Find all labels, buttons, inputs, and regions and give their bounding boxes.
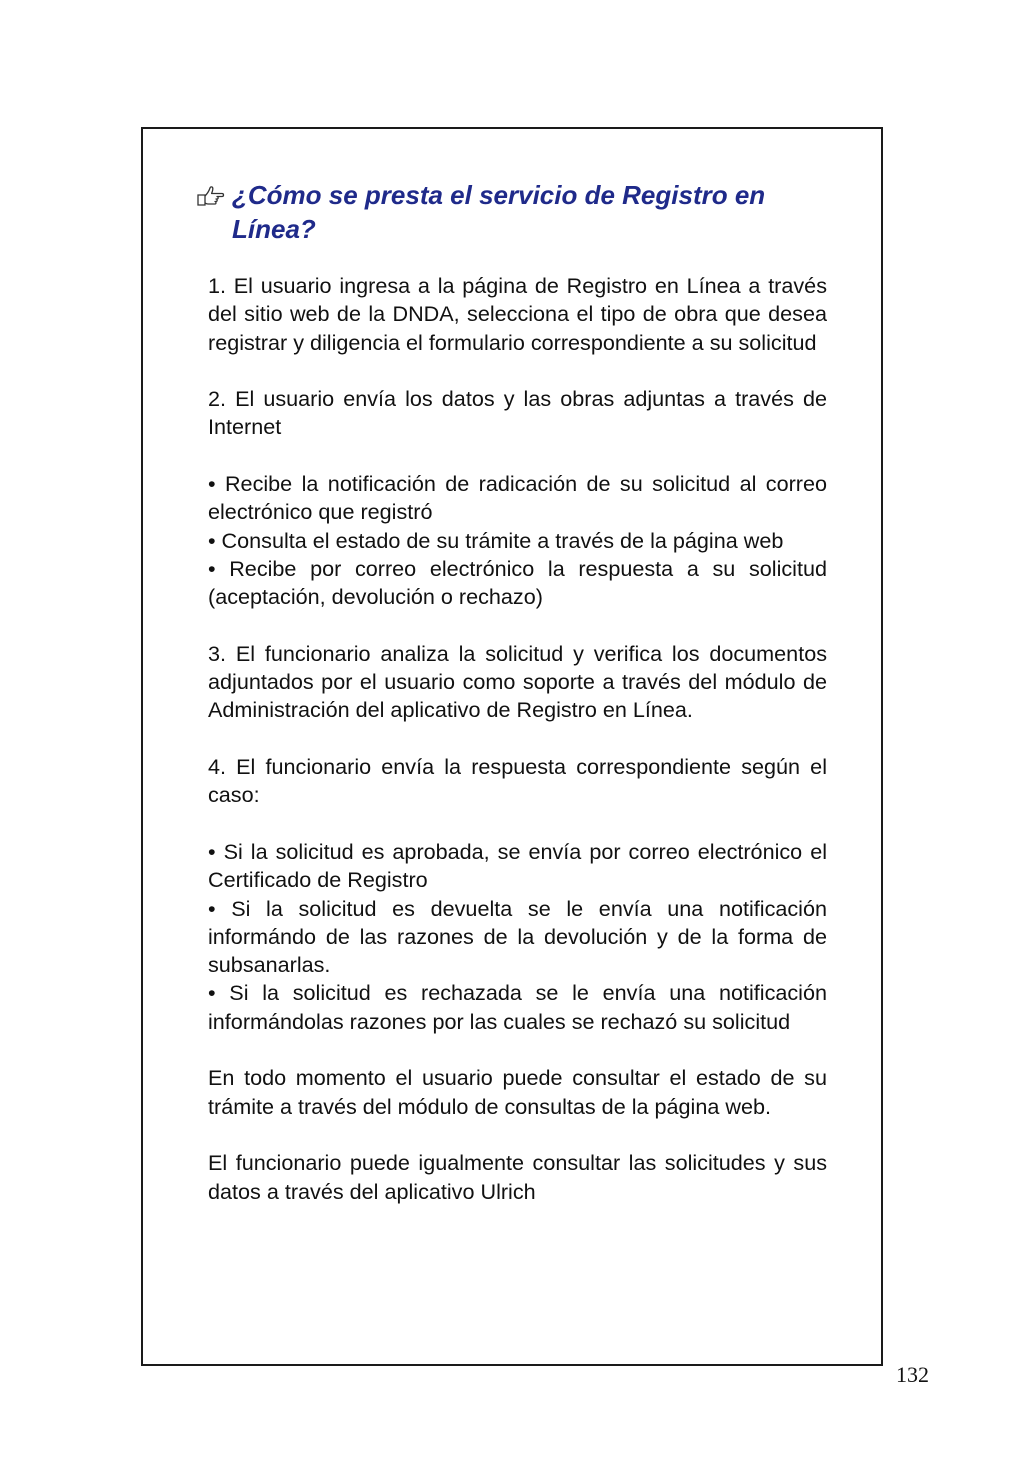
bullet-item: • Recibe la notificación de radicación de su solicitud al correo electrónico que registró (208, 471, 827, 525)
step-2-paragraph: 2. El usuario envía los datos y las obras adjuntas a través de Internet (208, 386, 827, 440)
heading-title: ¿Cómo se presta el servicio de Registro en Línea? (232, 180, 766, 244)
step-1-paragraph: 1. El usuario ingresa a la página de Registro en Línea a través del sitio web de la DNDA, selecciona el tipo de obra que desea registrar y diligencia el formulario correspondiente a su solicitud (208, 273, 827, 355)
step-3-paragraph: 3. El funcionario analiza la solicitud y verifica los documentos adjuntados por el usuario como soporte a través del módulo de Administración del aplicativo de Registro en Línea. (208, 640, 827, 723)
bullet-item: • Si la solicitud es devuelta se le envía una notificación informándo de las razones de la devolución y de la forma de subsanarlas. (208, 895, 827, 978)
bullet-item: • Si la solicitud es aprobada, se envía por correo electrónico el Certificado de Registro (208, 838, 827, 893)
bullet-item: • Si la solicitud es rechazada se le envía una notificación informándolas razones por las cuales se rechazó su solicitud (208, 980, 827, 1034)
section-heading (196, 178, 836, 246)
body-text (208, 272, 827, 1206)
bullet-item: • Consulta el estado de su trámite a través de la página web (208, 527, 784, 553)
pointing-hand-icon (196, 183, 226, 213)
bullet-item: • Recibe por correo electrónico la respuesta a su solicitud (aceptación, devolución o rechazo) (208, 555, 827, 610)
page-number: 132 (896, 1362, 929, 1387)
closing-paragraph: En todo momento el usuario puede consultar el estado de su trámite a través del módulo de consultas de la página web. (208, 1065, 827, 1119)
step-4-paragraph: 4. El funcionario envía la respuesta correspondiente según el caso: (208, 754, 827, 808)
closing-paragraph: El funcionario puede igualmente consultar las solicitudes y sus datos a través del aplicativo Ulrich (208, 1150, 827, 1204)
